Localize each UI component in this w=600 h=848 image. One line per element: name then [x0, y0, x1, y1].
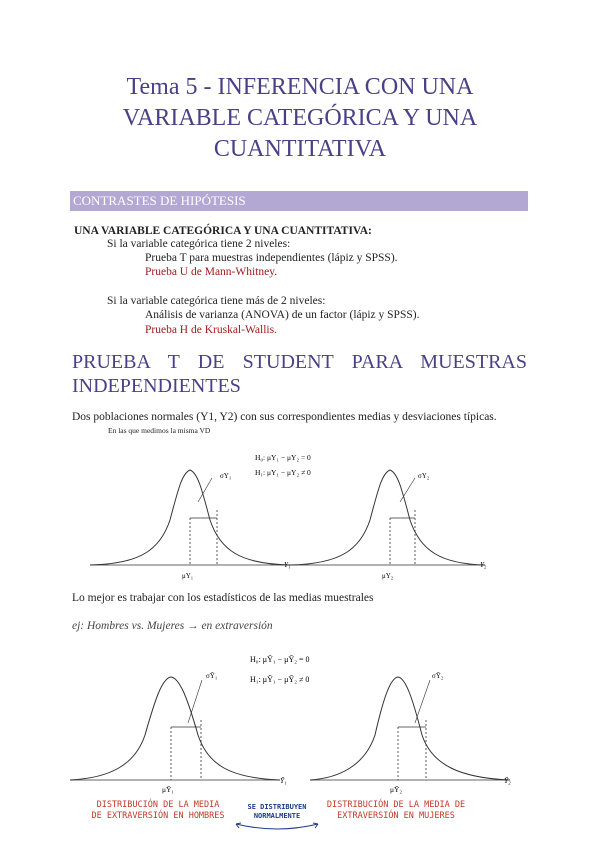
curve-y2 — [290, 470, 485, 565]
h0-figure2: H₀: μȲ₁ − μȲ₂ = 0 — [250, 655, 310, 664]
title-line-1: Tema 5 - INFERENCIA CON UNA — [126, 74, 474, 100]
mu-y2-label: μY₂ — [382, 572, 394, 580]
page-title — [0, 72, 600, 165]
annotation-men — [78, 800, 238, 822]
sigma-y2-label: σY₂ — [418, 472, 430, 480]
annotation-normal-line-1: SE DISTRIBUYEN — [247, 803, 307, 811]
description-text: Dos poblaciones normales (Y1, Y2) con sus correspondientes medias y desviaciones típicas. — [72, 411, 497, 423]
annotation-women-line-2: EXTRAVERSIÓN EN MUJERES — [337, 811, 455, 821]
title-line-3: CUANTITATIVA — [213, 136, 387, 162]
mu-ybar2-label: μȲ₂ — [390, 785, 403, 794]
h1-figure1: H₁: μY₁ − μY₂ ≠ 0 — [255, 468, 311, 477]
ybar1-axis-label: Ȳ₁ — [280, 776, 287, 785]
mann-whitney-text: Prueba U de Mann-Whitney. — [145, 266, 278, 278]
title-line-2: VARIABLE CATEGÓRICA Y UNA — [122, 105, 478, 131]
y2-axis-label: Y₂ — [480, 561, 487, 569]
example-text: ej: Hombres vs. Mujeres → en extraversión — [72, 620, 273, 632]
sample-means-text: Lo mejor es trabajar con los estadísticos de las medias muestrales — [72, 592, 374, 604]
intro-heading: UNA VARIABLE CATEGÓRICA Y UNA CUANTITATIVA: — [74, 225, 372, 237]
curve-ybar1 — [70, 677, 280, 780]
double-arrow-icon — [232, 820, 322, 832]
mu-ybar1-label: μȲ₁ — [162, 785, 175, 794]
sample-mean-distributions-figure — [70, 645, 530, 795]
more-levels-text: Si la variable categórica tiene más de 2 niveles: — [107, 295, 326, 307]
curve-ybar2 — [310, 677, 510, 780]
annotation-normal-line-2: NORMALMENTE — [253, 812, 301, 820]
student-heading: PRUEBA T DE STUDENT PARA MUESTRAS INDEPENDIENTES — [72, 351, 527, 397]
population-distributions-figure — [90, 440, 520, 590]
h0-figure1: H₀: μY₁ − μY₂ = 0 — [255, 453, 311, 462]
t-test-text: Prueba T para muestras independientes (lápiz y SPSS). — [145, 252, 398, 264]
mu-y1-label: μY₁ — [182, 572, 194, 580]
sigma-ybar2-label: σȲ₂ — [432, 672, 444, 680]
y1-axis-label: Y₁ — [284, 561, 291, 569]
ybar2-axis-label: Ȳ₂ — [504, 776, 511, 785]
kruskal-text: Prueba H de Kruskal-Wallis. — [145, 324, 277, 336]
sigma-y1-label: σY₁ — [220, 472, 232, 480]
two-levels-text: Si la variable categórica tiene 2 niveles: — [107, 238, 291, 250]
annotation-women-line-1: DISTRIBUCIÓN DE LA MEDIA DE — [326, 800, 466, 810]
annotation-men-line-2: DE EXTRAVERSIÓN EN HOMBRES — [91, 811, 225, 821]
h1-figure2: H₁: μȲ₁ − μȲ₂ ≠ 0 — [250, 675, 310, 684]
annotation-men-line-1: DISTRIBUCIÓN DE LA MEDIA — [96, 800, 220, 810]
anova-text: Análisis de varianza (ANOVA) de un factor (lápiz y SPSS). — [145, 309, 420, 321]
annotation-women — [316, 800, 476, 822]
section-header: CONTRASTES DE HIPÓTESIS — [70, 191, 528, 211]
annotation-normal — [238, 803, 316, 821]
note-text: En las que medimos la misma VD — [108, 426, 211, 435]
sigma-ybar1-label: σȲ₁ — [206, 672, 218, 680]
